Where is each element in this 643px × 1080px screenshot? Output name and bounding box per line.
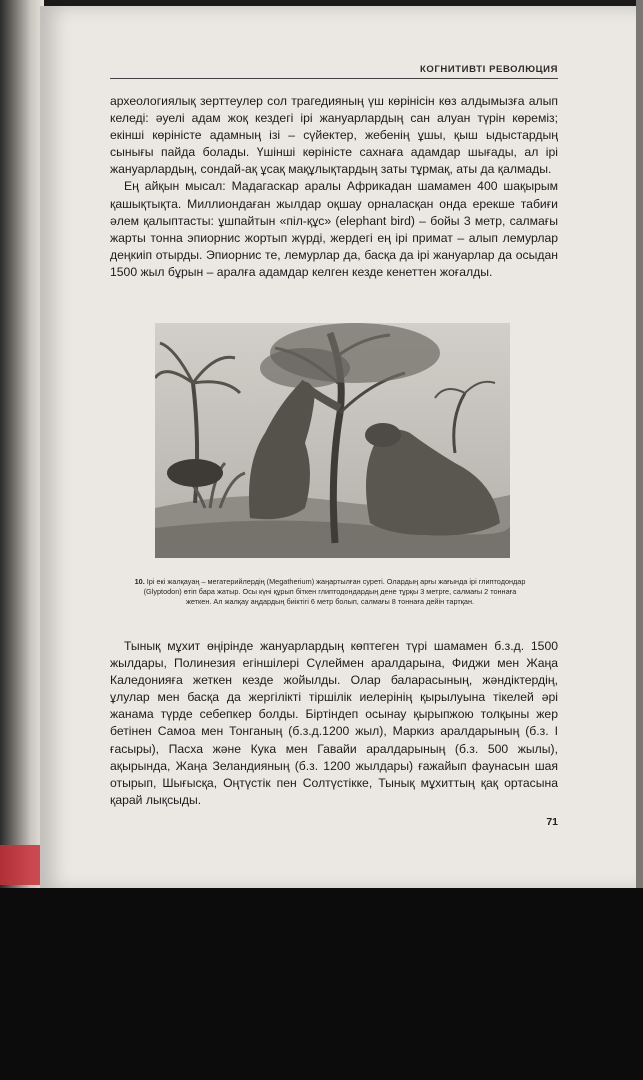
figure-number: 10. xyxy=(134,577,145,586)
header-divider xyxy=(110,78,558,79)
page-number: 71 xyxy=(546,816,558,828)
book-spine-left-page xyxy=(0,0,44,890)
page-edge-right xyxy=(636,0,643,890)
body-text-top xyxy=(110,93,558,281)
book-cover-edge xyxy=(0,845,44,885)
megatherium-engraving xyxy=(155,323,510,558)
paragraph-1: археологиялық зерттеулер сол трагедияның үш көрінісін көз алдымызға алып келеді: әуелі адам жоқ кездегі ірі жануарлардың сан алуан түрін көреміз; екінші көріністе адамның ізі – сүйектер, жебенің ұшы, қыш ыдыстардың сынығы пайда болады. Үшінші көріністе сахнаға адамдар шығады, ал ірі жануарлардың, сондай-ақ ұсақ мақұлықтардың заты тұрмақ, аты да қалмады. xyxy=(110,94,558,177)
figure-caption xyxy=(130,577,530,608)
body-text-bottom xyxy=(110,638,558,809)
paragraph-3: Тынық мұхит өңірінде жануарлардың көптеген түрі шамамен б.з.д. 1500 жылдары, Полинезия егіншілері Сүлеймен аралдарына, Фиджи мен Жаңа Каледонияға жеткен кезде жойылды. Олар баларасының, жәндіктердің, ұлулар мен басқа да жергілікті тіршілік иелерінің қырылуына тікелей әрі жанама түрде себепкер болды. Біртіндеп осынау қырыпжою толқыны жер бетінен Самоа мен Тонганың (б.з.д.1200 жыл), Маркиз аралдарының (б.з. І ғасыры), Пасха және Кука мен Гавайи аралдарының (б.з. 500 жылы), ақырында, Жаңа Зеландияның (б.з. 1200 жылдары) ғажайып фаунасын шая отырып, Шығысқа, Оңтүстік пен Солтүстікке, Тынық мұхиттың қақ ортасына қарай лықсыды. xyxy=(110,639,558,807)
running-header: КОГНИТИВТІ РЕВОЛЮЦИЯ xyxy=(420,64,558,75)
figure-caption-text: Ірі екі жалқауаң – мегатерийлердің (Megatherium) жаңартылған суреті. Олардың арғы жағында ірі глиптодондар (Glyptodon) өтіп бара жатыр. Осы күні құрып біткен глиптодондардың дене тұрқы 3 метрге, салмағы 2 тоннаға жеткен. Ал жалқау аңдардың биіктігі 6 метр болып, салмағы 8 тоннаға дейін тартқан. xyxy=(143,577,526,607)
paragraph-2: Ең айқын мысал: Мадагаскар аралы Африкадан шамамен 400 шақырым қашықтықта. Миллиондаған жылдар оқшау орналасқан онда ерекше табиғи әлем қалыптасты: ұшпайтын «піл-құс» (elephant bird) – бойы 3 метр, салмағы жарты тонна эпиорнис жортып жүрді, жердегі ең ірі примат – алып лемурлар деңкиіп отырды. Эпиорнис те, лемурлар да, басқа да ірі жануарлар да осыдан 1500 жыл бұрын – аралға адамдар келген кезде кенеттен жоғалды. xyxy=(110,179,558,279)
figure-illustration xyxy=(155,323,510,558)
scan-background-bottom xyxy=(0,888,643,1080)
